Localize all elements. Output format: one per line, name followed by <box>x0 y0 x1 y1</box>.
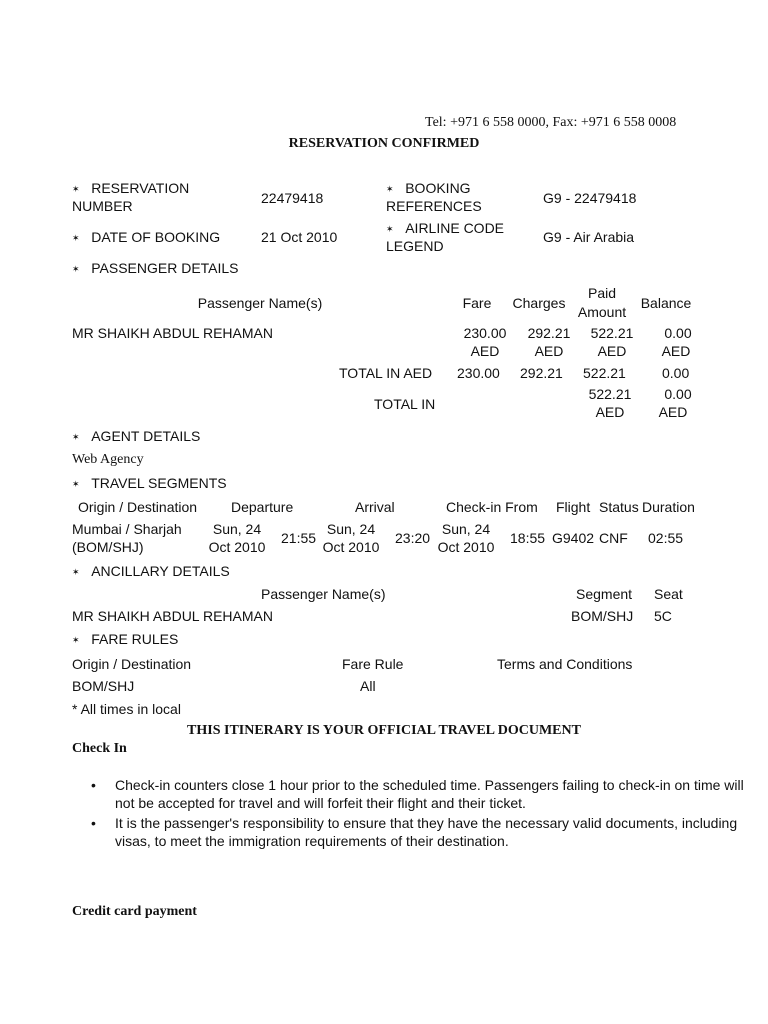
fare-value: 230.00 <box>463 325 507 341</box>
date-of-booking-value: 21 Oct 2010 <box>261 229 338 245</box>
reservation-number-label-line2: NUMBER <box>72 198 133 214</box>
contact-info: Tel: +971 6 558 0000, Fax: +971 6 558 0008 <box>425 115 677 130</box>
paid-value: 522.21 <box>590 325 634 341</box>
balance-currency: AED <box>661 343 691 359</box>
bullet-icon: • <box>91 777 96 793</box>
date-of-booking-label: ✶ DATE OF BOOKING <box>72 229 221 245</box>
ancillary-passenger-name: MR SHAIKH ABDUL REHAMAN <box>72 608 273 624</box>
star-bullet-icon: ✶ <box>386 184 394 194</box>
passenger-name: MR SHAIKH ABDUL REHAMAN <box>72 325 273 341</box>
times-note: * All times in local <box>72 701 181 717</box>
total-in-balance: 0.00 <box>664 386 692 402</box>
check-in-rules-list <box>72 776 765 852</box>
airline-code-label: ✶ AIRLINE CODE <box>386 220 505 236</box>
passenger-details-heading: ✶ PASSENGER DETAILS <box>72 260 239 276</box>
duration-header: Duration <box>642 499 695 515</box>
star-bullet-icon: ✶ <box>72 184 80 194</box>
charges-value: 292.21 <box>527 325 571 341</box>
arrival-time: 23:20 <box>395 530 431 546</box>
charges-header: Charges <box>512 295 566 311</box>
check-in-heading: Check In <box>72 741 127 756</box>
airline-code-label-line2: LEGEND <box>386 238 444 254</box>
star-bullet-icon: ✶ <box>72 233 80 243</box>
segment-origin: Mumbai / Sharjah <box>72 521 182 537</box>
status-value: CNF <box>599 530 628 546</box>
checkin-from-header: Check-in From <box>446 499 538 515</box>
paid-currency: AED <box>597 343 627 359</box>
booking-references-label: ✶ BOOKING <box>386 180 471 196</box>
fare-rules-origin: BOM/SHJ <box>72 678 135 694</box>
star-bullet-icon: ✶ <box>72 432 80 442</box>
fare-rule-value: All <box>360 678 376 694</box>
page-title: RESERVATION CONFIRMED <box>288 136 480 151</box>
airline-code-value: G9 - Air Arabia <box>543 229 635 245</box>
star-bullet-icon: ✶ <box>72 264 80 274</box>
departure-time: 21:55 <box>281 530 317 546</box>
total-aed-paid: 522.21 <box>583 365 626 381</box>
fare-rule-header: Fare Rule <box>342 656 404 672</box>
checkin-time: 18:55 <box>510 530 546 546</box>
ancillary-segment-header: Segment <box>576 586 633 602</box>
credit-card-heading: Credit card payment <box>72 904 197 919</box>
star-bullet-icon: ✶ <box>72 479 80 489</box>
paid-amount-header-line2: Amount <box>577 304 627 320</box>
passenger-name-header: Passenger Name(s) <box>197 295 323 311</box>
total-aed-label: TOTAL IN AED <box>339 365 433 381</box>
total-in-label: TOTAL IN <box>374 396 436 412</box>
ancillary-segment: BOM/SHJ <box>571 608 634 624</box>
total-aed-charges: 292.21 <box>520 365 563 381</box>
checkin-date: Sun, 24 <box>441 521 491 537</box>
travel-segments-heading: ✶ TRAVEL SEGMENTS <box>72 475 227 491</box>
departure-date: Sun, 24 <box>212 521 262 537</box>
total-aed-fare: 230.00 <box>457 365 500 381</box>
arrival-header: Arrival <box>355 499 395 515</box>
booking-references-value: G9 - 22479418 <box>543 190 637 206</box>
flight-header: Flight <box>556 499 591 515</box>
total-aed-balance: 0.00 <box>662 365 690 381</box>
agent-name: Web Agency <box>72 452 144 467</box>
total-in-paid: 522.21 <box>588 386 632 402</box>
fare-rules-heading: ✶ FARE RULES <box>72 631 179 647</box>
balance-value: 0.00 <box>664 325 692 341</box>
reservation-number-value: 22479418 <box>261 190 324 206</box>
reservation-number-label: ✶ RESERVATION <box>72 180 190 196</box>
terms-conditions-header: Terms and Conditions <box>497 656 633 672</box>
departure-header: Departure <box>231 499 294 515</box>
segment-origin-code: (BOM/SHJ) <box>72 539 144 555</box>
list-item: • Check-in counters close 1 hour prior to the scheduled time. Passengers failing to check-in on time will not be accepted for travel and will forfeit their flight and their ticket. <box>91 777 744 811</box>
arrival-date: Sun, 24 <box>326 521 376 537</box>
star-bullet-icon: ✶ <box>72 567 80 577</box>
origin-destination-header: Origin / Destination <box>78 499 198 515</box>
paid-amount-header: Paid <box>587 285 617 301</box>
ancillary-details-heading: ✶ ANCILLARY DETAILS <box>72 563 230 579</box>
charges-currency: AED <box>534 343 564 359</box>
total-in-paid-currency: AED <box>595 404 625 420</box>
status-header: Status <box>599 499 639 515</box>
flight-number: G9402 <box>552 530 595 546</box>
star-bullet-icon: ✶ <box>386 224 394 234</box>
total-in-balance-currency: AED <box>658 404 688 420</box>
itinerary-notice: THIS ITINERARY IS YOUR OFFICIAL TRAVEL DOCUMENT <box>187 723 581 738</box>
ancillary-seat: 5C <box>654 608 672 624</box>
fare-rules-origin-header: Origin / Destination <box>72 656 192 672</box>
star-bullet-icon: ✶ <box>72 635 80 645</box>
fare-currency: AED <box>470 343 500 359</box>
bullet-icon: • <box>91 815 96 831</box>
agent-details-heading: ✶ AGENT DETAILS <box>72 428 201 444</box>
list-item: • It is the passenger's responsibility to ensure that they have the necessary valid documents, including visas, to meet the immigration requirements of their destination. <box>91 815 738 849</box>
ancillary-passenger-header: Passenger Name(s) <box>261 586 386 602</box>
arrival-date-line2: Oct 2010 <box>322 539 380 555</box>
checkin-date-line2: Oct 2010 <box>437 539 495 555</box>
departure-date-line2: Oct 2010 <box>208 539 266 555</box>
duration-value: 02:55 <box>648 530 684 546</box>
ancillary-seat-header: Seat <box>654 586 683 602</box>
fare-header: Fare <box>462 295 492 311</box>
booking-references-label-line2: REFERENCES <box>386 198 482 214</box>
balance-header: Balance <box>640 295 692 311</box>
